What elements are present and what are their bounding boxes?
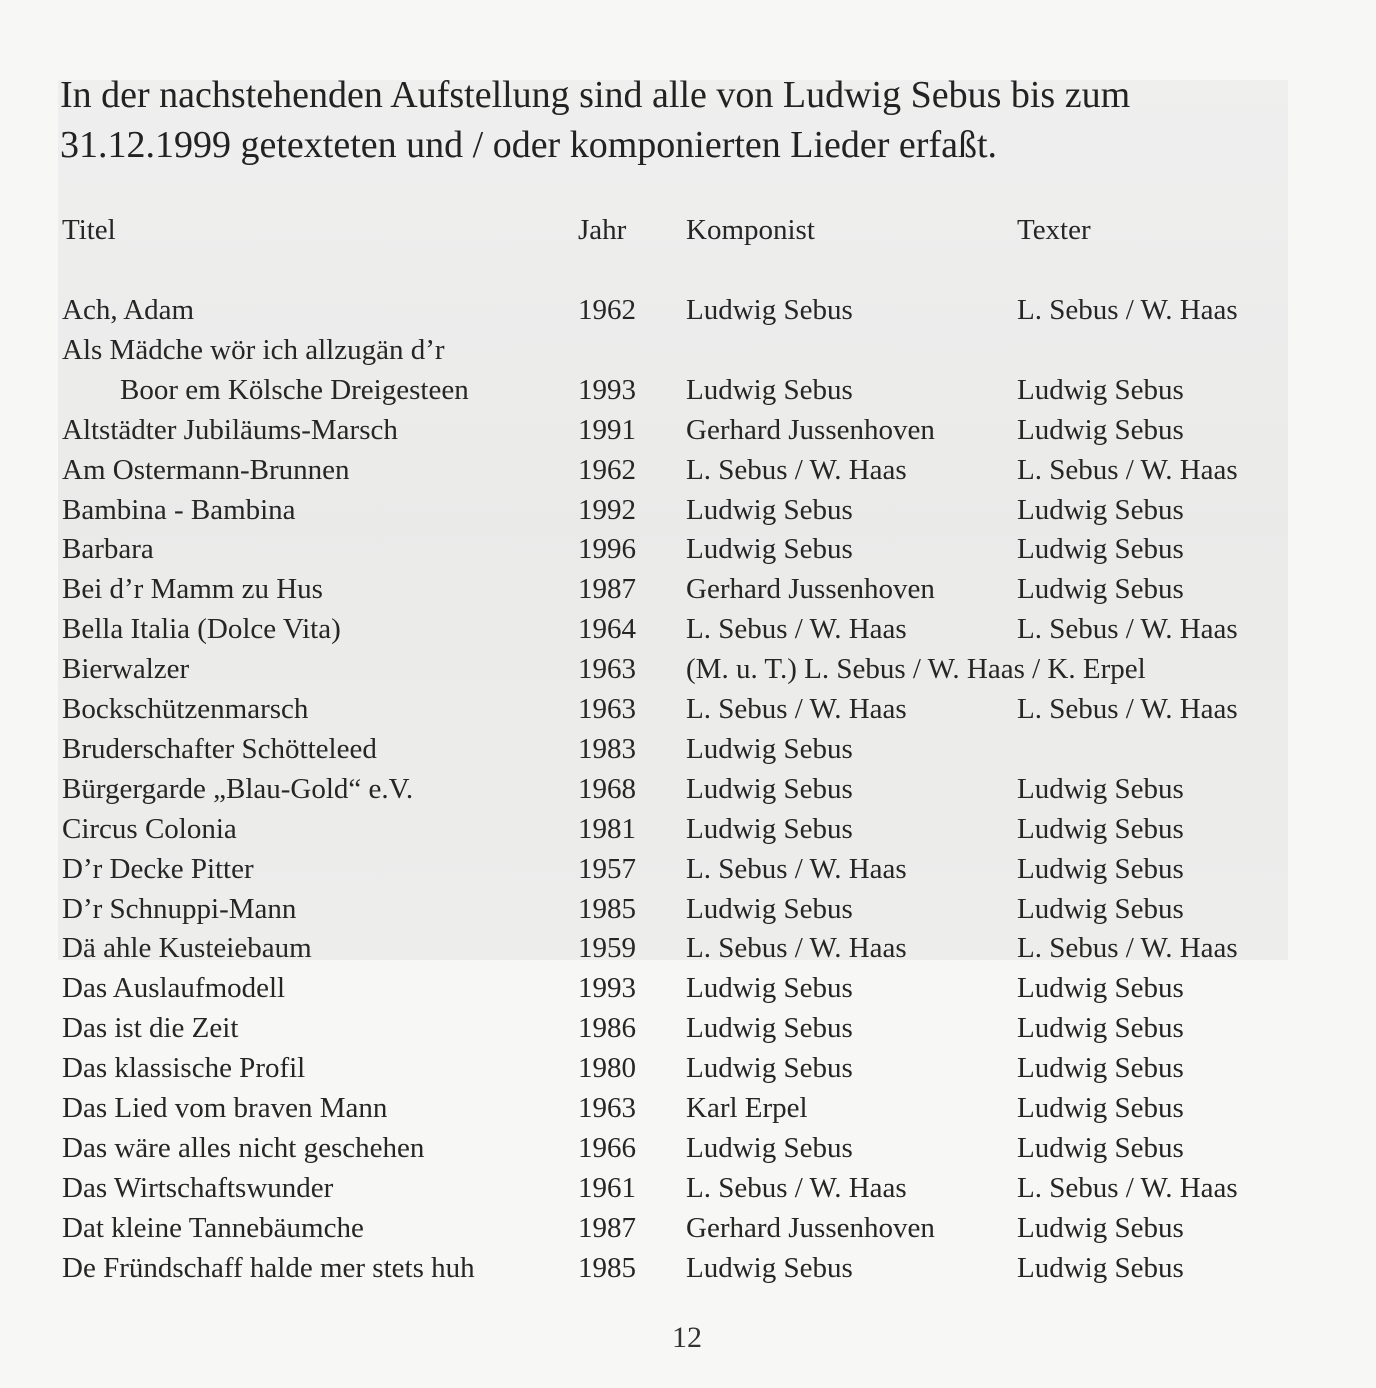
song-title: Das klassische Profil	[62, 1052, 306, 1084]
song-year: 1983	[578, 733, 636, 765]
song-title: Boor em Kölsche Dreigesteen	[120, 374, 469, 406]
song-year: 1985	[578, 893, 636, 925]
song-lyricist: L. Sebus / W. Haas	[1017, 613, 1238, 645]
song-composer: Ludwig Sebus	[686, 1012, 853, 1044]
song-title: Altstädter Jubiläums-Marsch	[62, 414, 398, 446]
song-composer: Ludwig Sebus	[686, 1132, 853, 1164]
song-lyricist: Ludwig Sebus	[1017, 1212, 1184, 1244]
song-composer: L. Sebus / W. Haas	[686, 1172, 907, 1204]
song-title: Als Mädche wör ich allzugän d’r	[62, 334, 445, 366]
intro-line-2: 31.12.1999 getexteten und / oder komponierten Lieder erfaßt.	[60, 124, 998, 166]
song-lyricist: Ludwig Sebus	[1017, 1092, 1184, 1124]
song-year: 1962	[578, 294, 636, 326]
song-composer: Ludwig Sebus	[686, 972, 853, 1004]
song-year: 1985	[578, 1252, 636, 1284]
song-year: 1986	[578, 1012, 636, 1044]
column-header-lyricist: Texter	[1017, 214, 1091, 246]
song-composer: L. Sebus / W. Haas	[686, 932, 907, 964]
song-title: Ach, Adam	[62, 294, 195, 326]
song-year: 1991	[578, 414, 636, 446]
song-year: 1996	[578, 533, 636, 565]
song-title: Bella Italia (Dolce Vita)	[62, 613, 341, 645]
column-header-title: Titel	[62, 214, 116, 246]
song-composer: Ludwig Sebus	[686, 294, 853, 326]
song-composer: Gerhard Jussenhoven	[686, 1212, 935, 1244]
song-title: D’r Schnuppi-Mann	[62, 893, 297, 925]
song-year: 1964	[578, 613, 636, 645]
song-year: 1981	[578, 813, 636, 845]
song-title: Barbara	[62, 533, 154, 565]
intro-line-1: In der nachstehenden Aufstellung sind alle von Ludwig Sebus bis zum	[60, 74, 1131, 116]
song-title: Bruderschafter Schötteleed	[62, 733, 377, 765]
song-title: Bei d’r Mamm zu Hus	[62, 573, 323, 605]
song-title: Am Ostermann-Brunnen	[62, 454, 350, 486]
song-title: Dat kleine Tannebäumche	[62, 1212, 364, 1244]
song-composer: L. Sebus / W. Haas	[686, 853, 907, 885]
song-composer: Ludwig Sebus	[686, 374, 853, 406]
song-composer: L. Sebus / W. Haas	[686, 454, 907, 486]
song-year: 1992	[578, 494, 636, 526]
song-lyricist: Ludwig Sebus	[1017, 573, 1184, 605]
song-composer: L. Sebus / W. Haas	[686, 613, 907, 645]
song-lyricist: L. Sebus / W. Haas	[1017, 693, 1238, 725]
song-lyricist: L. Sebus / W. Haas	[1017, 932, 1238, 964]
song-composer: Ludwig Sebus	[686, 773, 853, 805]
song-title: Das Wirtschaftswunder	[62, 1172, 334, 1204]
song-title: Bürgergarde „Blau-Gold“ e.V.	[62, 773, 414, 805]
song-lyricist: L. Sebus / W. Haas	[1017, 1172, 1238, 1204]
song-title: Bambina - Bambina	[62, 494, 296, 526]
song-lyricist: Ludwig Sebus	[1017, 374, 1184, 406]
song-lyricist: Ludwig Sebus	[1017, 414, 1184, 446]
song-composer: Ludwig Sebus	[686, 1052, 853, 1084]
song-year: 1966	[578, 1132, 636, 1164]
song-composer: Ludwig Sebus	[686, 494, 853, 526]
song-composer: Ludwig Sebus	[686, 813, 853, 845]
song-title: De Fründschaff halde mer stets huh	[62, 1252, 475, 1284]
song-year: 1963	[578, 1092, 636, 1124]
song-lyricist: L. Sebus / W. Haas	[1017, 294, 1238, 326]
song-composer: Gerhard Jussenhoven	[686, 573, 935, 605]
song-year: 1957	[578, 853, 636, 885]
song-lyricist: Ludwig Sebus	[1017, 853, 1184, 885]
song-lyricist: L. Sebus / W. Haas	[1017, 454, 1238, 486]
song-title: Bierwalzer	[62, 653, 190, 685]
song-composer: L. Sebus / W. Haas	[686, 693, 907, 725]
song-lyricist: Ludwig Sebus	[1017, 972, 1184, 1004]
song-title: Das wäre alles nicht geschehen	[62, 1132, 425, 1164]
song-year: 1980	[578, 1052, 636, 1084]
song-title: Dä ahle Kusteiebaum	[62, 932, 312, 964]
song-title: Bockschützenmarsch	[62, 693, 309, 725]
song-year: 1987	[578, 573, 636, 605]
column-header-composer: Komponist	[686, 214, 815, 246]
song-year: 1993	[578, 374, 636, 406]
song-composer: Ludwig Sebus	[686, 533, 853, 565]
song-title: Das ist die Zeit	[62, 1012, 239, 1044]
song-title: Das Auslaufmodell	[62, 972, 286, 1004]
song-composer: Karl Erpel	[686, 1092, 808, 1124]
song-year: 1968	[578, 773, 636, 805]
song-lyricist: Ludwig Sebus	[1017, 1012, 1184, 1044]
song-lyricist: Ludwig Sebus	[1017, 1132, 1184, 1164]
song-year: 1959	[578, 932, 636, 964]
song-title: Das Lied vom braven Mann	[62, 1092, 388, 1124]
song-year: 1963	[578, 653, 636, 685]
song-year: 1963	[578, 693, 636, 725]
song-lyricist: Ludwig Sebus	[1017, 1252, 1184, 1284]
song-year: 1987	[578, 1212, 636, 1244]
song-lyricist: Ludwig Sebus	[1017, 893, 1184, 925]
song-composer: Ludwig Sebus	[686, 733, 853, 765]
song-title: Circus Colonia	[62, 813, 237, 845]
song-year: 1961	[578, 1172, 636, 1204]
page-number: 12	[672, 1321, 702, 1354]
song-lyricist: Ludwig Sebus	[1017, 773, 1184, 805]
intro-paragraph	[60, 70, 1320, 170]
column-header-year: Jahr	[578, 214, 627, 246]
song-composer: Ludwig Sebus	[686, 1252, 853, 1284]
song-title: D’r Decke Pitter	[62, 853, 254, 885]
song-year: 1962	[578, 454, 636, 486]
song-composer: Ludwig Sebus	[686, 893, 853, 925]
song-composer: (M. u. T.) L. Sebus / W. Haas / K. Erpel	[686, 653, 1146, 685]
song-lyricist: Ludwig Sebus	[1017, 533, 1184, 565]
song-lyricist: Ludwig Sebus	[1017, 813, 1184, 845]
song-lyricist: Ludwig Sebus	[1017, 494, 1184, 526]
song-lyricist: Ludwig Sebus	[1017, 1052, 1184, 1084]
song-year: 1993	[578, 972, 636, 1004]
song-composer: Gerhard Jussenhoven	[686, 414, 935, 446]
